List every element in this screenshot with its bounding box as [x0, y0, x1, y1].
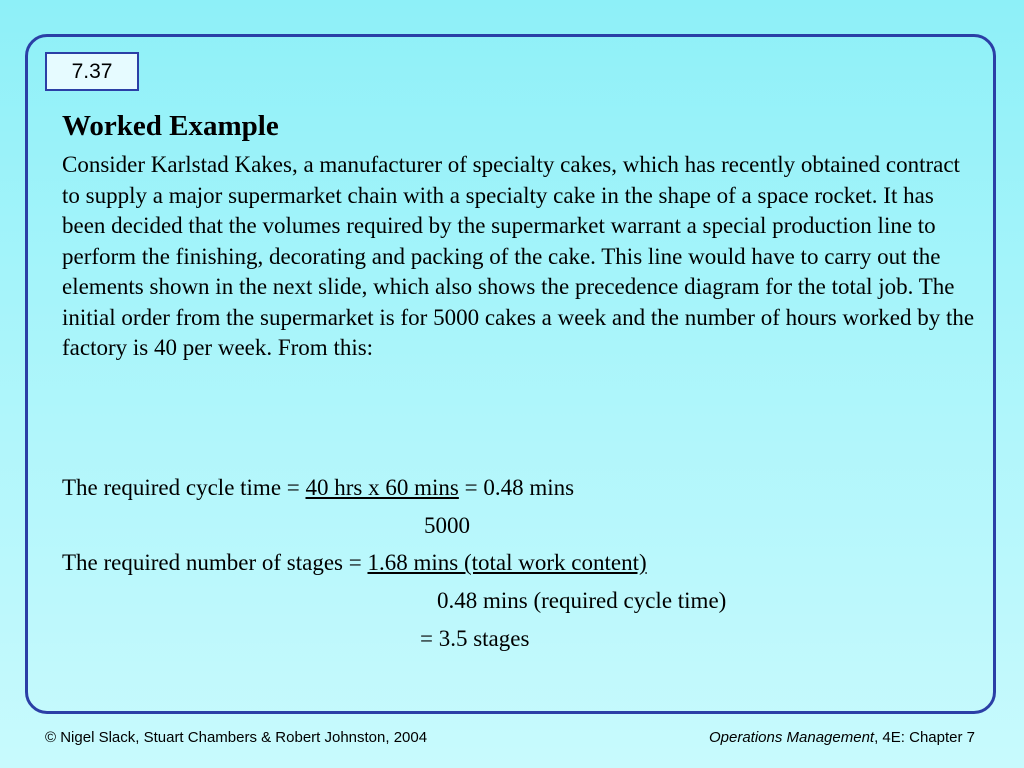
slide-number-text: 7.37	[71, 59, 113, 83]
footer-edition: , 4E: Chapter 7	[874, 729, 975, 746]
slide-title: Worked Example	[62, 110, 279, 142]
cycle-time-result: = 0.48 mins	[458, 475, 575, 500]
footer-copyright: © Nigel Slack, Stuart Chambers & Robert Johnston, 2004	[45, 729, 428, 746]
stages-denominator: 0.48 mins (required cycle time)	[437, 588, 727, 613]
stages-numerator: 1.68 mins (total work content)	[367, 550, 647, 575]
stages-equation	[62, 548, 647, 578]
cycle-time-numerator: 40 hrs x 60 mins	[305, 475, 459, 500]
cycle-time-prefix: The required cycle time =	[62, 475, 306, 500]
stages-result: = 3.5 stages	[420, 626, 530, 651]
footer-book-title: Operations Management	[708, 729, 875, 746]
cycle-time-equation	[62, 473, 574, 503]
cycle-time-denominator: 5000	[424, 513, 470, 538]
stages-prefix: The required number of stages =	[62, 550, 368, 575]
slide-number	[45, 52, 139, 91]
footer-chapter	[709, 728, 975, 748]
body-paragraph: Consider Karlstad Kakes, a manufacturer of specialty cakes, which has recently obtained contract to supply a major supermarket chain with a specialty cake in the shape of a space rocket. It has been decided that the volumes required by the supermarket warrant a special production line to perform the finishing, decorating and packing of the cake. This line would have to carry out the elements shown in the next slide, which also shows the precedence diagram for the total job. The initial order from the supermarket is for 5000 cakes a week and the number of hours worked by the factory is 40 per week. From this:	[62, 152, 975, 360]
